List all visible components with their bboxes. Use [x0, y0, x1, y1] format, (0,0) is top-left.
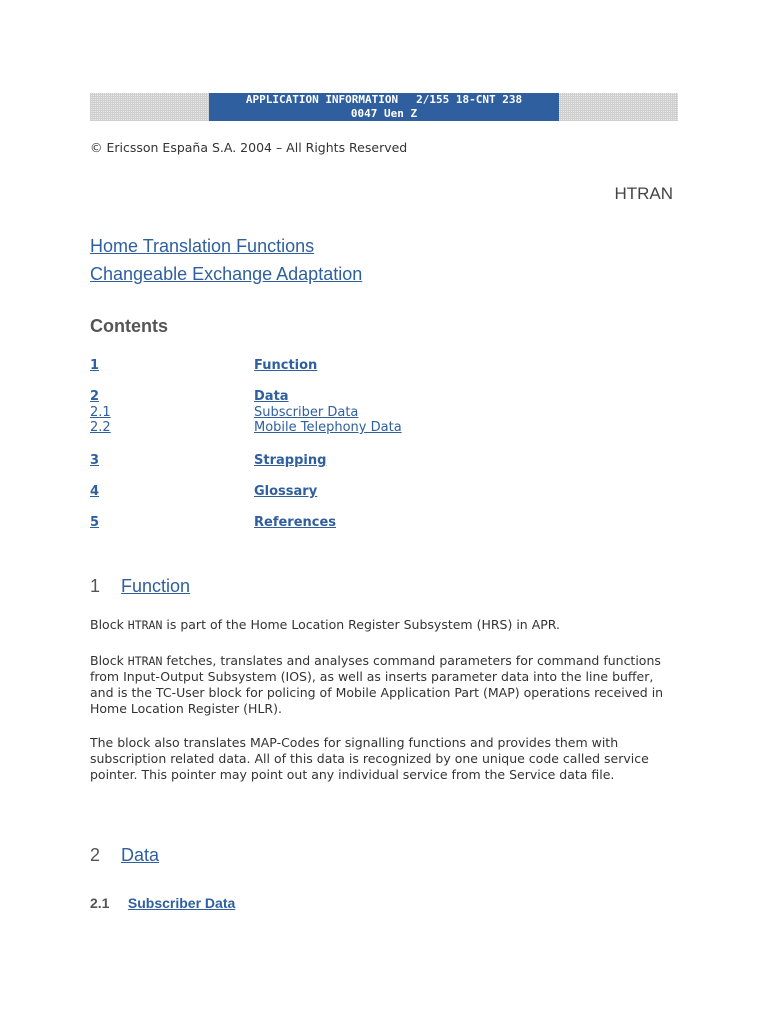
subsection-heading-subscriber-data — [90, 895, 235, 911]
toc-number-link[interactable]: 2 — [90, 389, 100, 404]
header-title: APPLICATION INFORMATION — [245, 93, 399, 106]
section-number: 1 — [90, 576, 101, 596]
toc-item-function — [90, 358, 590, 374]
toc-item-strapping — [90, 453, 590, 469]
title-link-changeable-exchange[interactable]: Changeable Exchange Adaptation — [90, 264, 363, 284]
section-heading-function — [90, 576, 190, 597]
paragraph-2: Block HTRAN fetches, translates and analyses command parameters for command functions from Input-Output Subsystem (IOS), as well as inserts parameter data into the line buffer, and is the TC-User block for policing of Mobile Application Part (MAP) operations received in Home Location Register (HLR). — [90, 653, 664, 716]
toc-item-mobile-telephony-data — [90, 420, 590, 436]
header-box — [209, 93, 559, 121]
toc-title-link[interactable]: References — [254, 515, 337, 530]
toc-number-link[interactable]: 2.1 — [90, 405, 111, 420]
paragraph-1: Block HTRAN is part of the Home Location Register Subsystem (HRS) in APR. — [90, 617, 560, 632]
header-band — [90, 93, 678, 121]
subsection-number: 2.1 — [90, 895, 110, 911]
section-number: 2 — [90, 845, 101, 865]
section-title-link[interactable]: Data — [121, 845, 160, 865]
toc-title-link[interactable]: Subscriber Data — [254, 405, 359, 420]
toc-title-link[interactable]: Mobile Telephony Data — [254, 420, 402, 435]
toc-title-link[interactable]: Function — [254, 358, 318, 373]
toc-number-link[interactable]: 3 — [90, 453, 100, 468]
copyright-notice: © Ericsson España S.A. 2004 – All Rights Reserved — [90, 140, 408, 155]
toc-item-references — [90, 515, 590, 531]
contents-heading: Contents — [90, 316, 168, 336]
toc-title-link[interactable]: Data — [254, 389, 289, 404]
block-code: HTRAN — [127, 654, 163, 668]
toc-number-link[interactable]: 5 — [90, 515, 100, 530]
paragraph-3: The block also translates MAP-Codes for signalling functions and provides them with subscription related data. All of this data is recognized by one unique code called service pointer. This pointer may point out any individual service from the Service data file. — [90, 735, 649, 782]
header-doc-number: 2/155 18-CNT 238 — [416, 93, 523, 106]
toc-item-subscriber-data — [90, 405, 590, 421]
toc-item-data — [90, 389, 590, 405]
title-link-home-translation[interactable]: Home Translation Functions — [90, 236, 315, 256]
section-heading-data — [90, 845, 159, 866]
block-code: HTRAN — [127, 618, 163, 632]
toc-item-glossary — [90, 484, 590, 500]
toc-title-link[interactable]: Strapping — [254, 453, 327, 468]
toc-number-link[interactable]: 1 — [90, 358, 100, 373]
toc-number-link[interactable]: 4 — [90, 484, 100, 499]
header-revision: 0047 Uen Z — [350, 107, 418, 120]
subsection-title-link[interactable]: Subscriber Data — [127, 895, 236, 911]
document-code: HTRAN — [614, 184, 673, 203]
section-title-link[interactable]: Function — [121, 576, 191, 596]
toc-number-link[interactable]: 2.2 — [90, 420, 111, 435]
toc-title-link[interactable]: Glossary — [254, 484, 318, 499]
